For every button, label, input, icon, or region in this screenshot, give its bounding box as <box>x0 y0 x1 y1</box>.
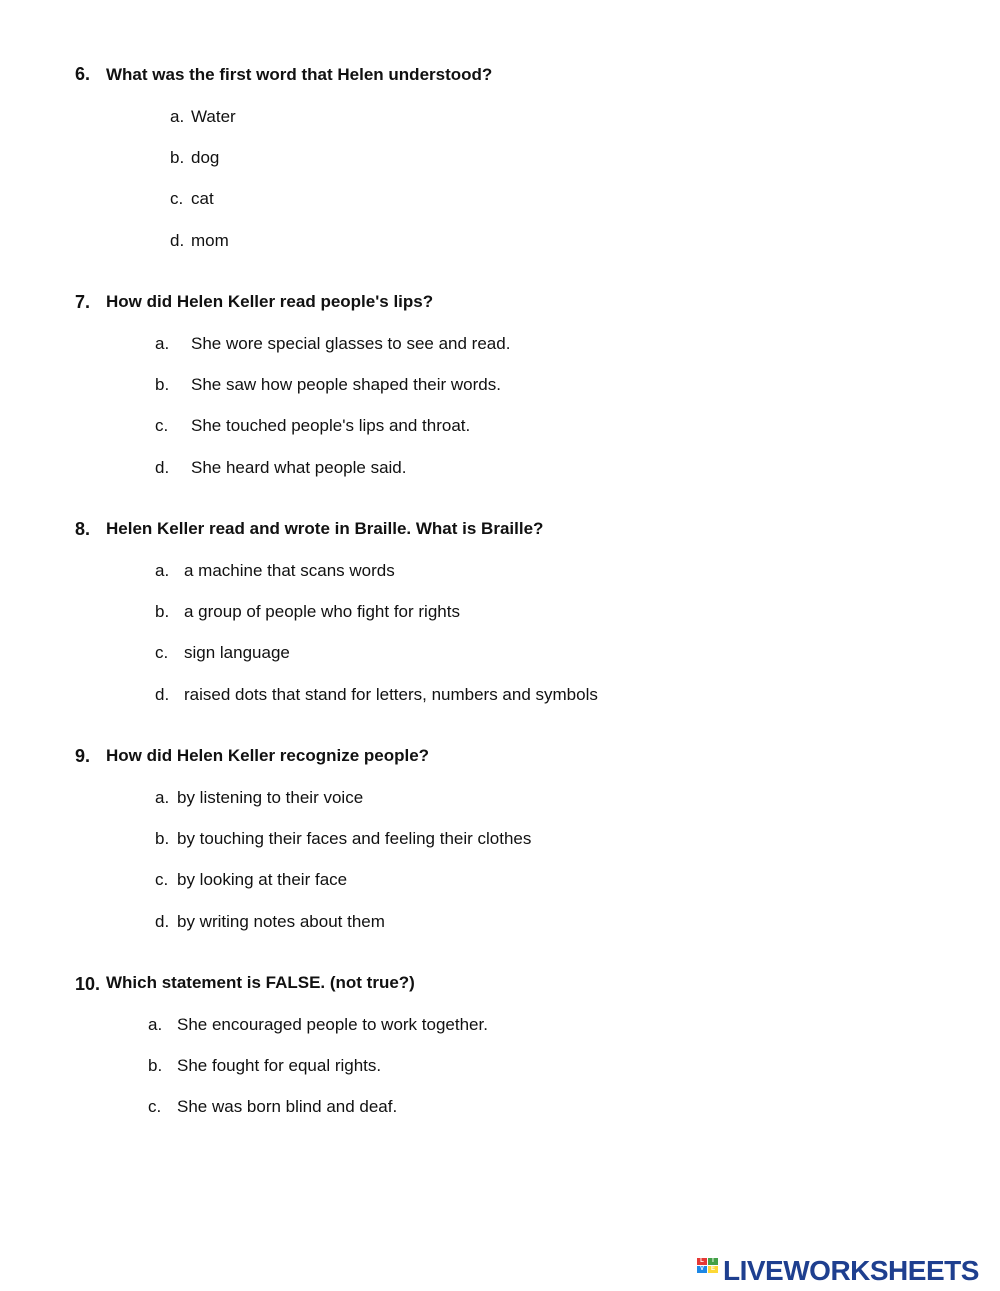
question-6-option-c-letter: c. <box>170 189 184 208</box>
logo-block-icon: V <box>697 1266 707 1273</box>
question-10-option-a[interactable]: She encouraged people to work together. <box>177 1015 488 1034</box>
logo-block-icon: L <box>697 1258 707 1265</box>
logo-block-icon: I <box>708 1258 718 1265</box>
question-6-option-a[interactable]: Water <box>191 107 236 126</box>
question-8-number: 8. <box>75 519 91 539</box>
liveworksheets-icon <box>697 1258 719 1282</box>
brand-name: LIVEWORKSHEETS <box>723 1255 979 1286</box>
question-8-option-d[interactable]: raised dots that stand for letters, numbers and symbols <box>184 685 598 704</box>
question-9-option-d-letter: d. <box>155 912 170 931</box>
question-9-option-d[interactable]: by writing notes about them <box>177 912 385 931</box>
question-10-option-a-letter: a. <box>148 1015 163 1034</box>
question-9-option-a[interactable]: by listening to their voice <box>177 788 364 807</box>
question-10-number: 10. <box>75 974 101 994</box>
question-7-option-a-letter: a. <box>155 334 170 353</box>
question-6-option-d-letter: d. <box>170 231 185 250</box>
question-7-option-c-letter: c. <box>155 416 169 435</box>
question-7-option-b-letter: b. <box>155 375 170 394</box>
logo-block-icon: E <box>708 1266 718 1273</box>
question-6-option-b[interactable]: dog <box>191 148 220 167</box>
question-10-option-b-letter: b. <box>148 1056 163 1075</box>
question-8-option-d-letter: d. <box>155 685 170 704</box>
question-9-number: 9. <box>75 746 91 766</box>
question-6-option-d[interactable]: mom <box>191 231 229 250</box>
question-8-option-a-letter: a. <box>155 561 170 580</box>
question-6-option-c[interactable]: cat <box>191 189 214 208</box>
question-7-option-a[interactable]: She wore special glasses to see and read. <box>191 334 511 353</box>
question-8-text: Helen Keller read and wrote in Braille. What is Braille? <box>106 519 544 538</box>
question-10-option-c-letter: c. <box>148 1097 162 1116</box>
question-6-option-b-letter: b. <box>170 148 185 167</box>
question-8-option-c-letter: c. <box>155 643 169 662</box>
question-6-option-a-letter: a. <box>170 107 185 126</box>
question-9-option-c[interactable]: by looking at their face <box>177 870 348 889</box>
question-10-text: Which statement is FALSE. (not true?) <box>106 973 415 992</box>
question-10-option-b[interactable]: She fought for equal rights. <box>177 1056 382 1075</box>
question-7-option-b[interactable]: She saw how people shaped their words. <box>191 375 501 394</box>
question-8-option-b[interactable]: a group of people who fight for rights <box>184 602 460 621</box>
question-9-option-b-letter: b. <box>155 829 170 848</box>
question-8-option-b-letter: b. <box>155 602 170 621</box>
liveworksheets-logo <box>697 1256 997 1286</box>
question-7-option-d[interactable]: She heard what people said. <box>191 458 407 477</box>
question-9-option-c-letter: c. <box>155 870 169 889</box>
question-7-option-d-letter: d. <box>155 458 170 477</box>
question-9-text: How did Helen Keller recognize people? <box>106 746 430 765</box>
question-6-text: What was the first word that Helen understood? <box>106 65 493 84</box>
question-9-option-b[interactable]: by touching their faces and feeling their clothes <box>177 829 532 848</box>
question-7-text: How did Helen Keller read people's lips? <box>106 292 434 311</box>
question-8-option-c[interactable]: sign language <box>184 643 290 662</box>
question-9-option-a-letter: a. <box>155 788 170 807</box>
question-6-number: 6. <box>75 64 91 84</box>
question-7-number: 7. <box>75 292 91 312</box>
question-7-option-c[interactable]: She touched people's lips and throat. <box>191 416 471 435</box>
question-10-option-c[interactable]: She was born blind and deaf. <box>177 1097 398 1116</box>
question-8-option-a[interactable]: a machine that scans words <box>184 561 395 580</box>
